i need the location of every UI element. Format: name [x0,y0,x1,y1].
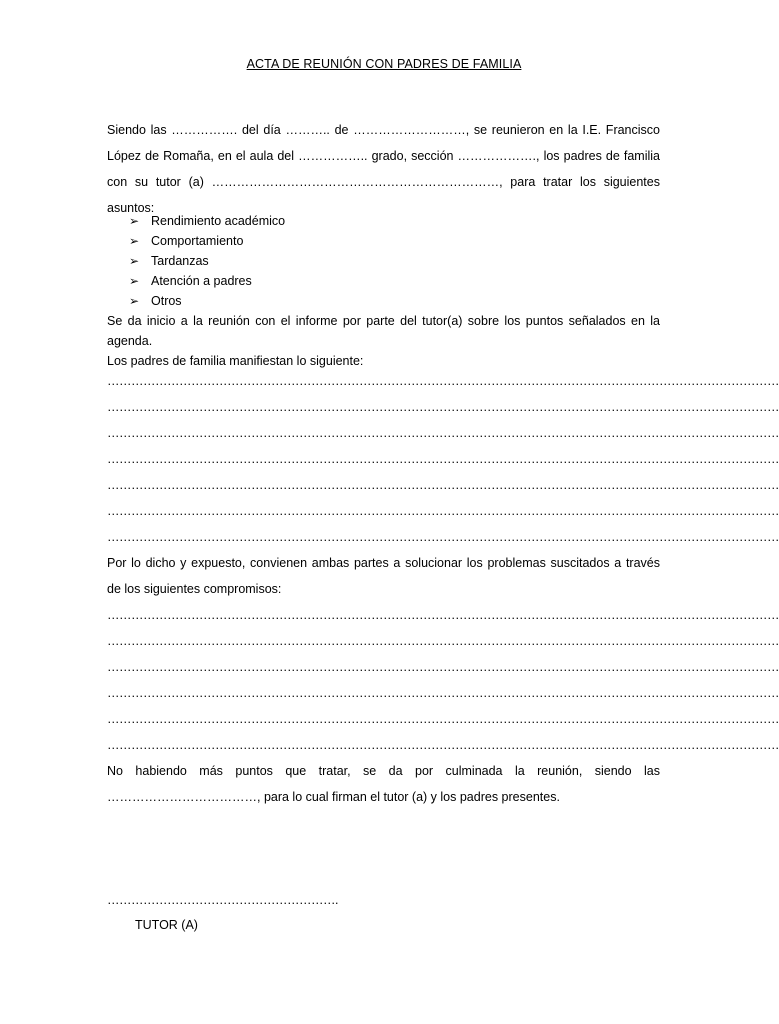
blank-fill-line: …………………………………………………………………………………………………………………………………………………… [107,478,779,492]
commitments-blank-lines [107,602,779,758]
signature-label: TUTOR (A) [135,918,198,932]
signature-line: …………………………………………………. [107,893,338,907]
agenda-item-label: Comportamiento [151,234,244,248]
blank-fill-line: …………………………………………………………………………………………………………………………………………………… [107,426,779,440]
blank-fill-line: …………………………………………………………………………………………………………………………………………………… [107,374,779,388]
arrowhead-bullet-icon: ➢ [129,214,140,228]
agenda-item-label: Atención a padres [151,274,252,288]
agenda-item [107,271,667,291]
arrowhead-bullet-icon: ➢ [129,274,140,288]
closing-paragraph: No habiendo más puntos que tratar, se da por culminada la reunión, siendo las ………………………………, para lo cual firman el tutor (a) y los padres presentes. [107,764,660,804]
arrowhead-bullet-icon: ➢ [129,234,140,248]
parents-statements-blank-lines [107,368,779,550]
agenda-item-label: Rendimiento académico [151,214,286,228]
agenda-item-label: Otros [151,294,182,308]
agenda-item [107,291,667,311]
compromisos-intro-paragraph: Por lo dicho y expuesto, convienen ambas partes a solucionar los problemas suscitados a través de los siguientes compromisos: [107,556,660,596]
manifiestan-heading: Los padres de familia manifiestan lo siguiente: [107,354,364,368]
blank-fill-line: …………………………………………………………………………………………………………………………………………………… [107,738,779,752]
blank-fill-line: …………………………………………………………………………………………………………………………………………………… [107,712,779,726]
blank-fill-line: …………………………………………………………………………………………………………………………………………………… [107,608,779,622]
document-title: ACTA DE REUNIÓN CON PADRES DE FAMILIA [246,57,522,71]
blank-fill-line: …………………………………………………………………………………………………………………………………………………… [107,400,779,414]
arrowhead-bullet-icon: ➢ [129,294,140,308]
blank-fill-line: …………………………………………………………………………………………………………………………………………………… [107,530,779,544]
arrowhead-bullet-icon: ➢ [129,254,140,268]
agenda-item [107,231,667,251]
blank-fill-line: …………………………………………………………………………………………………………………………………………………… [107,634,779,648]
agenda-list [107,211,667,311]
agenda-item [107,251,667,271]
intro-paragraph: Siendo las ……………. del día ……….. de ………………………, se reunieron en la I.E. Francisco López de Romaña, en el aula del …………….. grado, sección ………………., los padres de familia con su tutor (a) ……………………………………………………………, para tratar los siguientes asuntos: [107,123,660,215]
agenda-item-label: Tardanzas [151,254,209,268]
blank-fill-line: …………………………………………………………………………………………………………………………………………………… [107,660,779,674]
blank-fill-line: …………………………………………………………………………………………………………………………………………………… [107,686,779,700]
blank-fill-line: …………………………………………………………………………………………………………………………………………………… [107,452,779,466]
inicio-paragraph: Se da inicio a la reunión con el informe por parte del tutor(a) sobre los puntos señalados en la agenda. [107,314,660,348]
agenda-item [107,211,667,231]
blank-fill-line: …………………………………………………………………………………………………………………………………………………… [107,504,779,518]
